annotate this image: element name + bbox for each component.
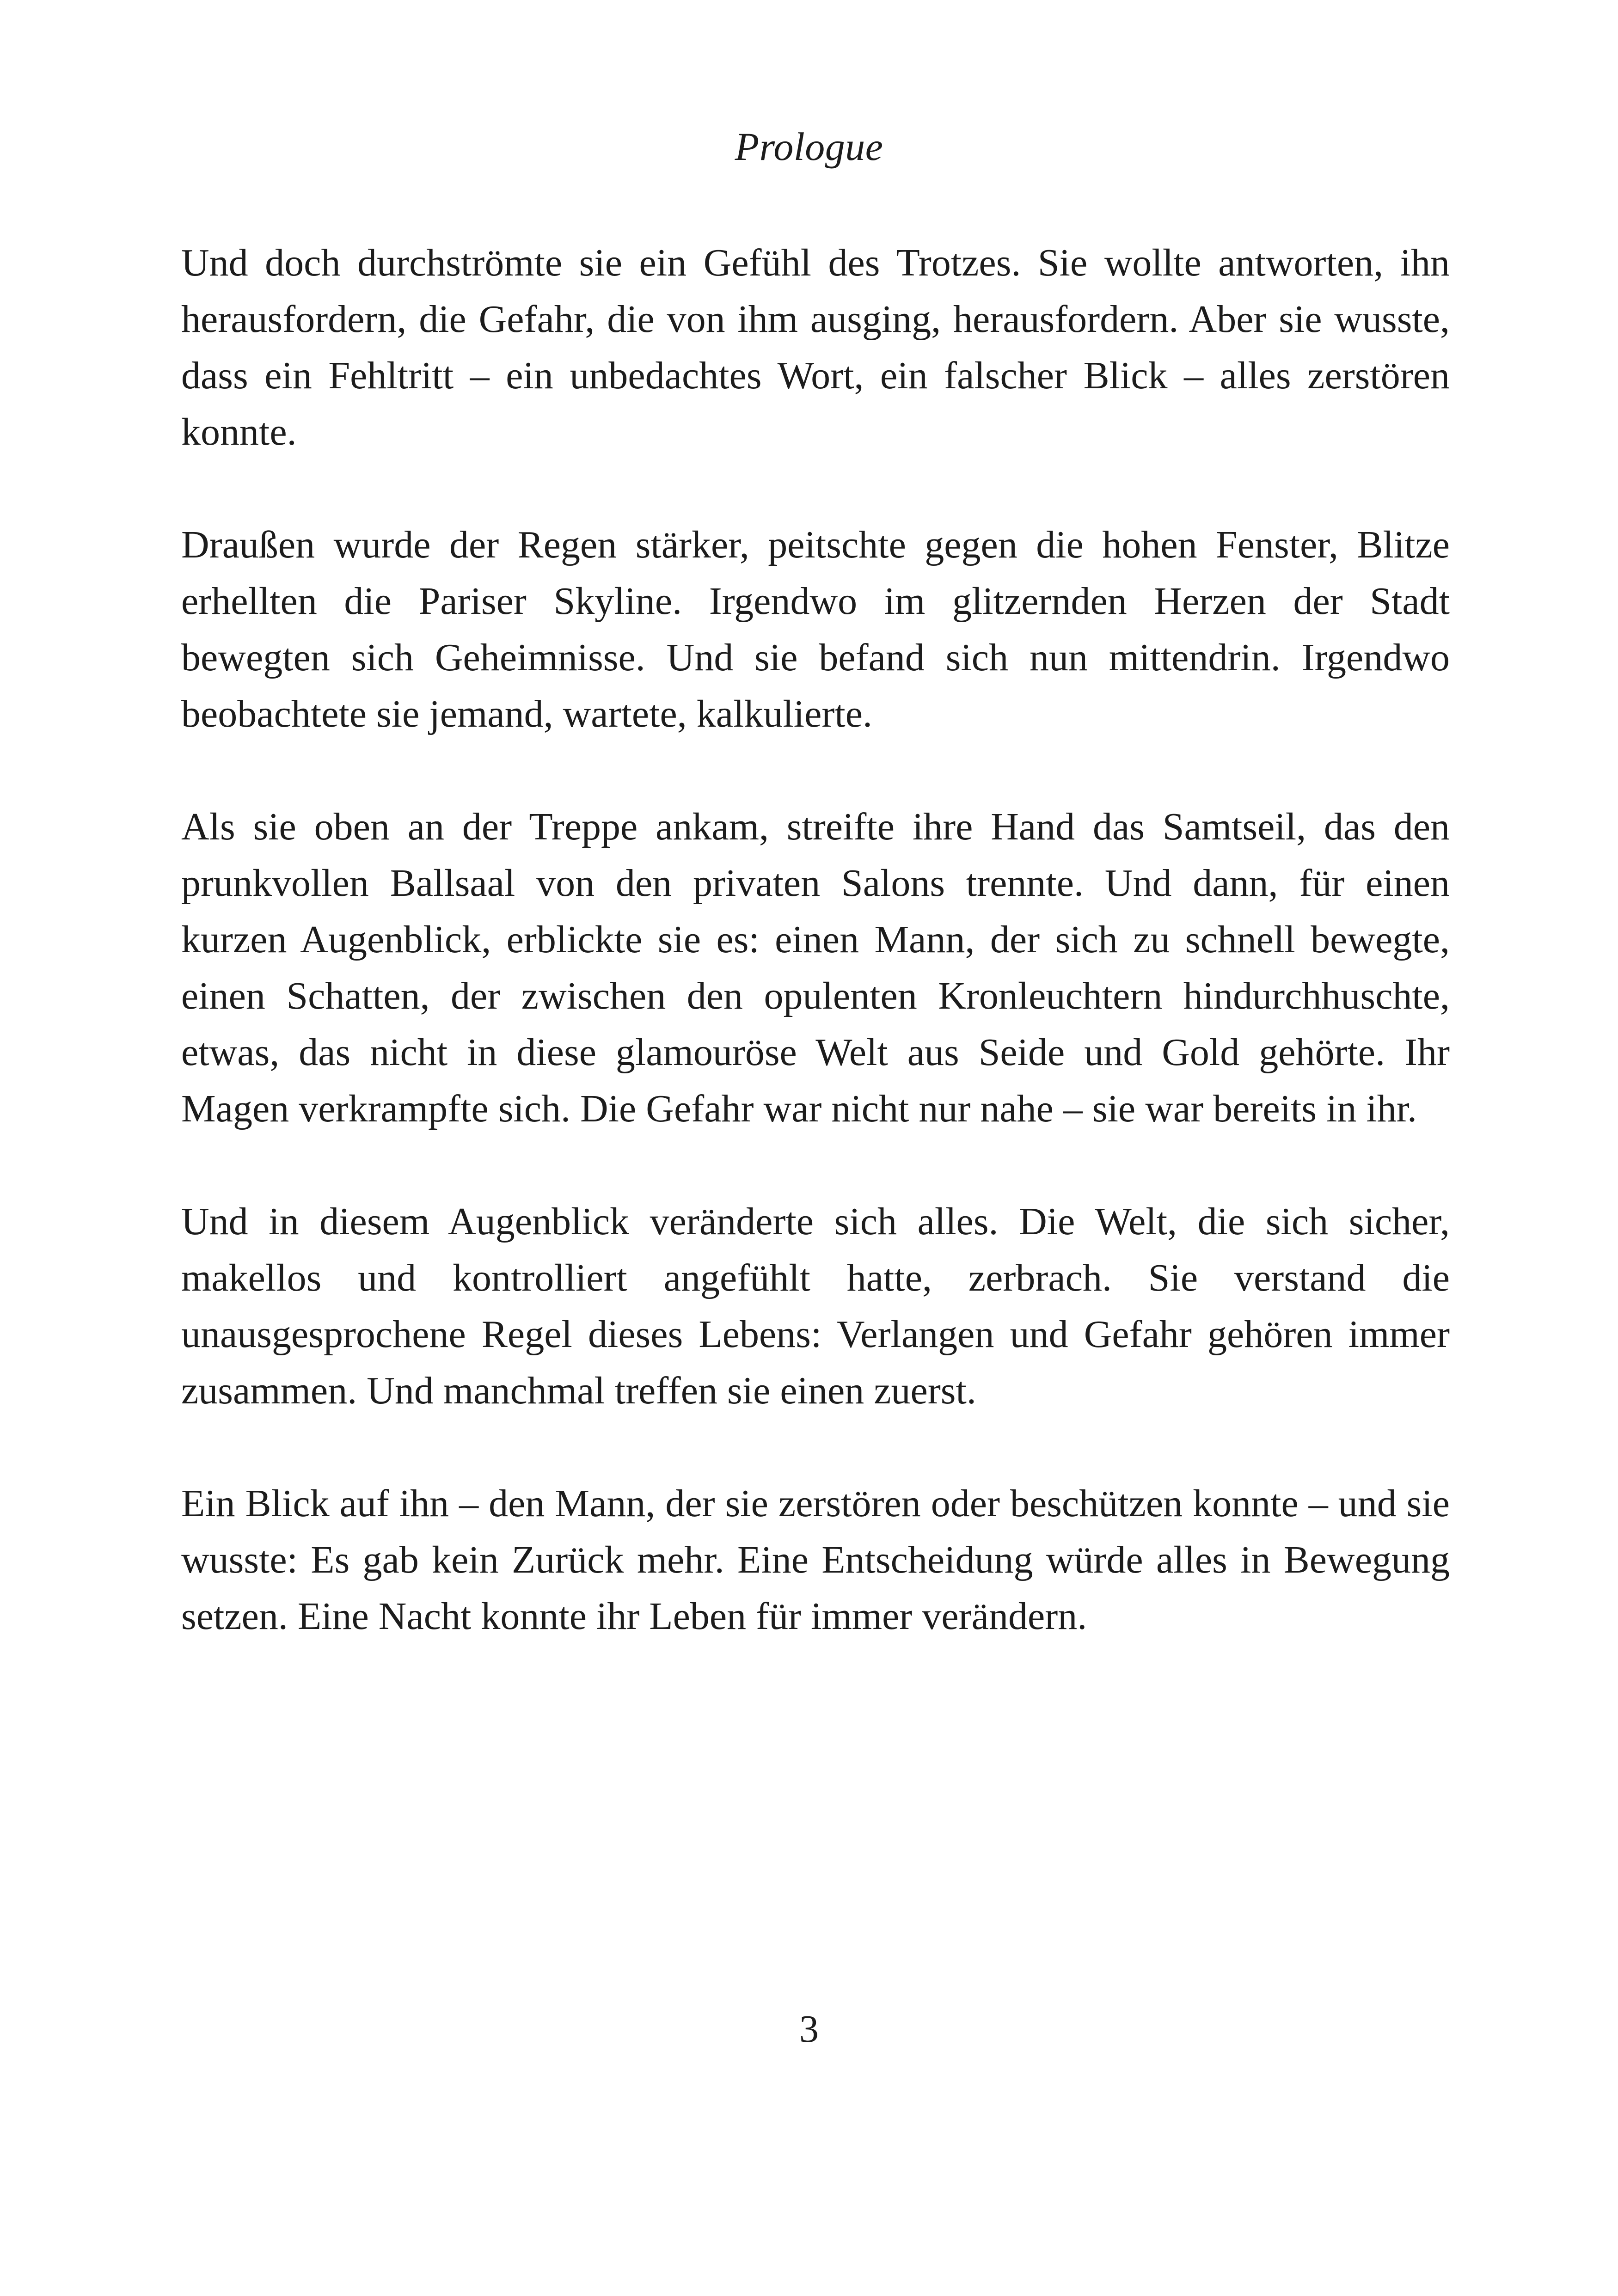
paragraph: Und in diesem Augenblick veränderte sich alles. Die Welt, die sich sicher, makellos und kontrolliert angefühlt hatte, zerbrach. Sie verstand die unausgesprochene Regel dieses Lebens: Verlangen und Gefahr gehören immer zusammen. Und manchmal treffen sie einen zuerst. [181,1200,1450,1412]
paragraph: Ein Blick auf ihn – den Mann, der sie zerstören oder beschützen konnte – und sie wusste: Es gab kein Zurück mehr. Eine Entscheidung würde alles in Bewegung setzen. Eine Nacht konnte ihr Leben für immer verändern. [181,1482,1450,1638]
paragraph: Draußen wurde der Regen stärker, peitschte gegen die hohen Fenster, Blitze erhellten die Pariser Skyline. Irgendwo im glitzernden Herzen der Stadt bewegten sich Geheimnisse. Und sie befand sich nun mittendrin. Irgendwo beobachtete sie jemand, wartete, kalkulierte. [181,523,1450,735]
paragraph: Und doch durchströmte sie ein Gefühl des Trotzes. Sie wollte antworten, ihn herausfordern, die Gefahr, die von ihm ausging, herausfordern. Aber sie wusste, dass ein Fehltritt – ein unbedachtes Wort, ein falscher Blick – alles zerstören konnte. [181,241,1450,453]
page-number: 3 [799,2008,819,2051]
body-text [181,235,1450,1701]
paragraph: Als sie oben an der Treppe ankam, streifte ihre Hand das Samtseil, das den prunkvollen Ballsaal von den privaten Salons trennte. Und dann, für einen kurzen Augenblick, erblickte sie es: einen Mann, der sich zu schnell bewegte, einen Schatten, der zwischen den opulenten Kronleuchtern hindurchhuschte, etwas, das nicht in diese glamouröse Welt aus Seide und Gold gehörte. Ihr Magen verkrampfte sich. Die Gefahr war nicht nur nahe – sie war bereits in ihr. [181,805,1450,1130]
running-head: Prologue [735,124,883,169]
